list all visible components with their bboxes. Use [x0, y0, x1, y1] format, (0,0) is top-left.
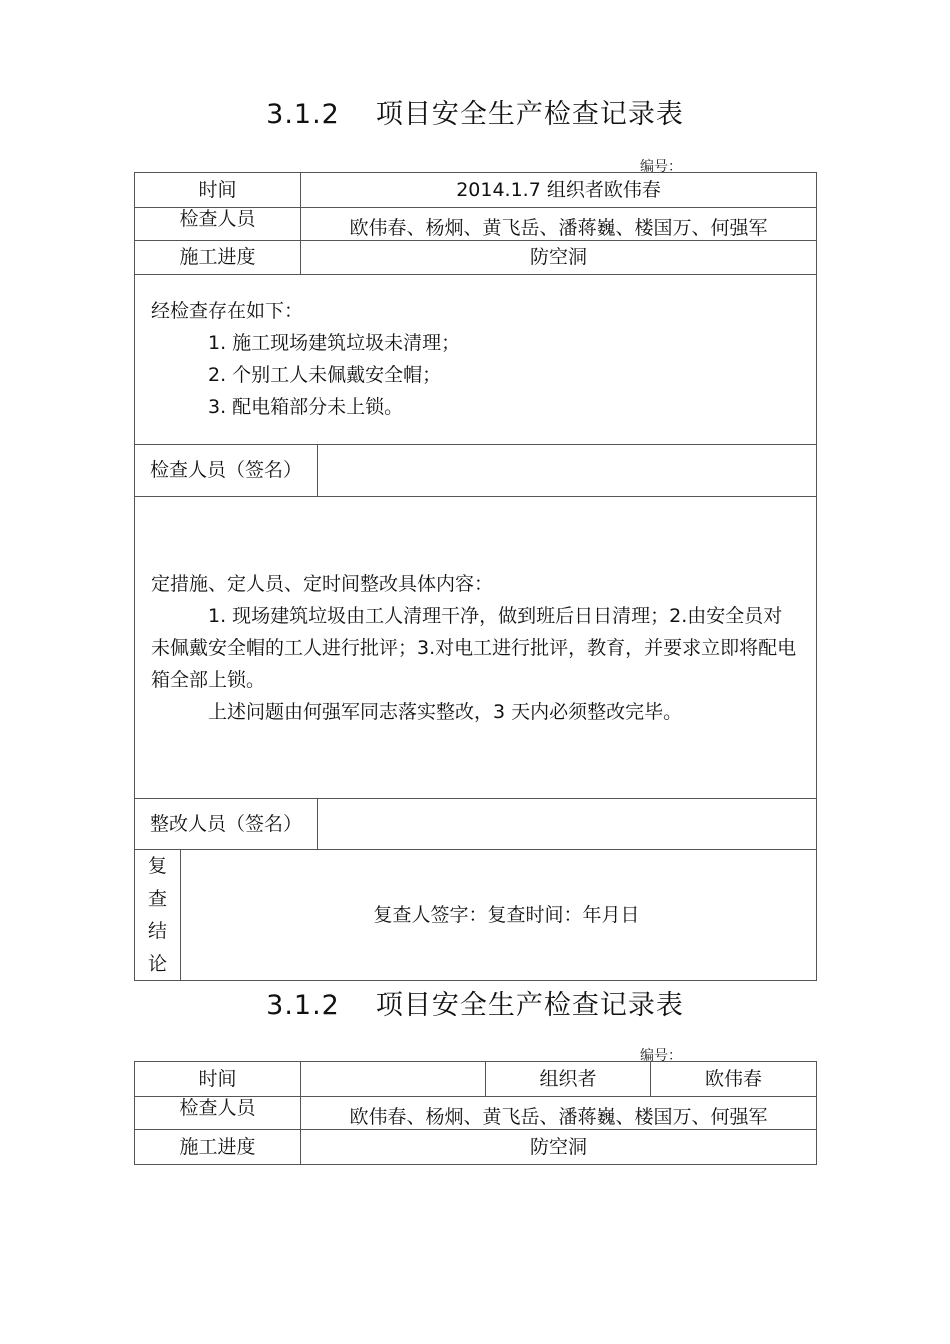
form2-organizer-label: 组织者 [486, 1062, 651, 1097]
form1-time-value: 2014.1.7 组织者欧伟春 [301, 173, 817, 208]
findings-heading: 经检查存在如下： [151, 300, 304, 322]
finding-item: 1. 施工现场建筑垃圾未清理； [208, 332, 461, 354]
form2-title-number: 3.1.2 [266, 990, 340, 1021]
form1-title-number: 3.1.2 [266, 99, 340, 130]
form1-rectify-cell [135, 497, 817, 799]
form1-serial-label: 编号： [640, 159, 682, 175]
form1-title [0, 92, 950, 131]
review-label-char: 论 [147, 952, 167, 975]
finding-item: 2. 个别工人未佩戴安全帽； [208, 364, 442, 386]
form2-title [0, 983, 950, 1022]
form1-findings-cell [135, 275, 817, 445]
form1-time-label: 时间 [135, 173, 301, 208]
form1-inspectors-value: 欧伟春、杨炯、黄飞岳、潘蒋巍、楼国万、何强军 [301, 208, 817, 241]
inspector-sign-label: 检查人员（签名） [135, 445, 318, 497]
finding-item: 3. 配电箱部分未上锁。 [208, 396, 404, 418]
form2-inspectors-value: 欧伟春、杨炯、黄飞岳、潘蒋巍、楼国万、何强军 [301, 1097, 817, 1130]
form2-title-text: 项目安全生产检查记录表 [375, 990, 684, 1021]
form1-table [134, 172, 817, 981]
review-label-char: 复 [147, 855, 167, 877]
rectify-heading: 定措施、定人员、定时间整改具体内容： [151, 572, 494, 595]
inspector-sign-field[interactable] [318, 445, 817, 497]
form2-table [134, 1061, 817, 1165]
form1-title-text: 项目安全生产检查记录表 [375, 99, 684, 130]
rectifier-sign-label: 整改人员（签名） [135, 799, 318, 850]
form1-progress-label: 施工进度 [135, 241, 301, 275]
form1-inspectors-label: 检查人员 [135, 208, 301, 241]
rectifier-sign-field[interactable] [318, 799, 817, 850]
review-label-char: 结 [147, 920, 167, 942]
form1-progress-value: 防空洞 [301, 241, 817, 275]
form2-time-label: 时间 [135, 1062, 301, 1097]
form2-time-value[interactable] [301, 1062, 486, 1097]
form2-progress-value: 防空洞 [301, 1130, 817, 1165]
review-label-char: 查 [147, 887, 167, 910]
form2-organizer-value: 欧伟春 [651, 1062, 817, 1097]
rectify-paragraph: 上述问题由何强军同志落实整改，3 天内必须整改完毕。 [208, 700, 683, 723]
form2-inspectors-label: 检查人员 [135, 1097, 301, 1130]
form2-progress-label: 施工进度 [135, 1130, 301, 1165]
form2-serial-label: 编号： [640, 1048, 682, 1064]
review-text: 复查人签字：复查时间：年月日 [181, 850, 817, 981]
rectify-paragraph: 1. 现场建筑垃圾由工人清理干净，做到班后日日清理；2.由安全员对未佩戴安全帽的工人进行批评；3.对电工进行批评，教育，并要求立即将配电箱全部上锁。 [151, 604, 797, 691]
review-label [135, 850, 181, 981]
